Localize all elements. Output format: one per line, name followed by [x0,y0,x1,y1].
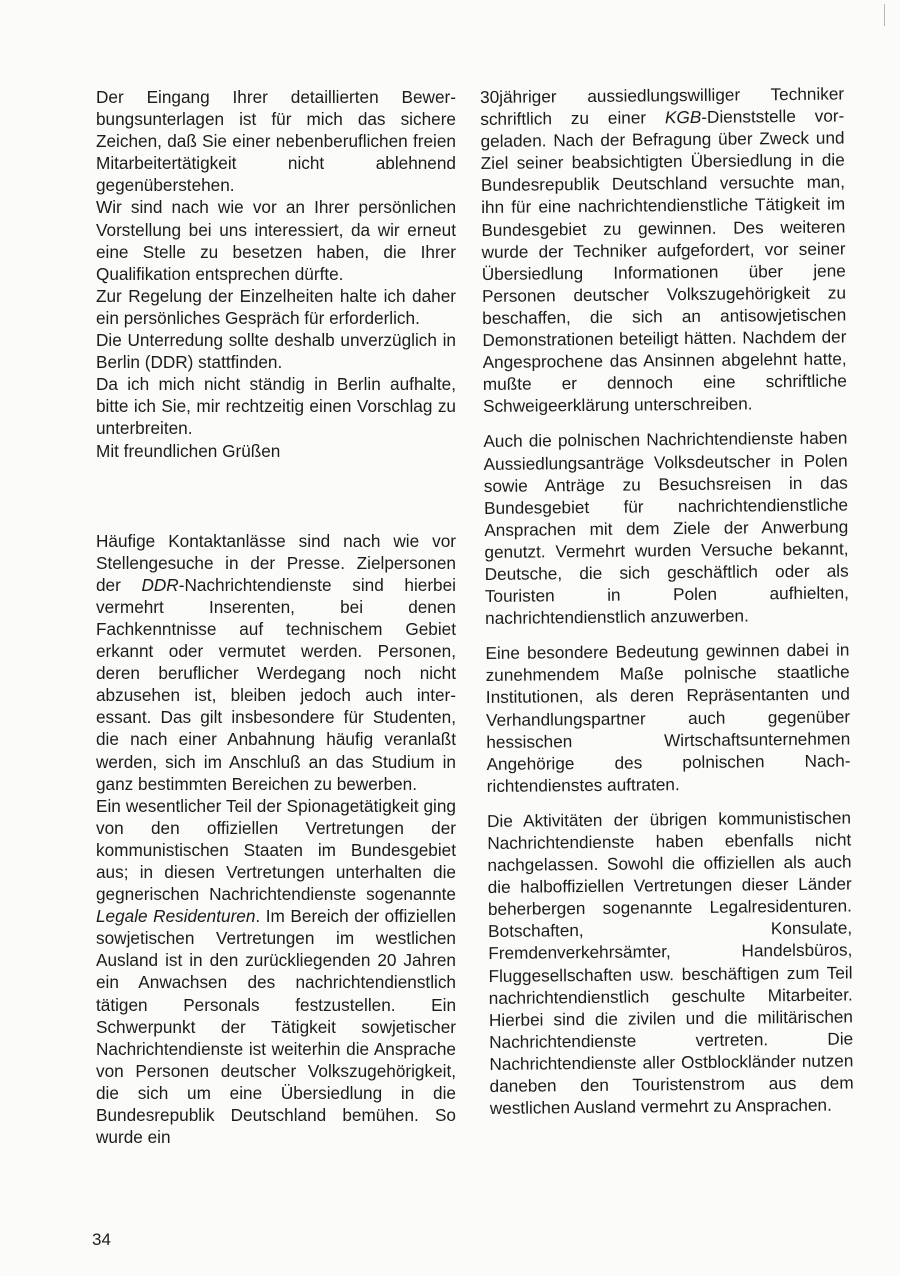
letter-closing: Mit freundlichen Grüßen [96,440,281,461]
page-number: 34 [92,1230,111,1249]
paragraph-other-services: Die Aktivitäten der übrigen kommunistischen Nachrichtendienste haben ebenfalls nicht nachgelassen. Sowohl die offiziellen als auch die halboffiziellen Vertretungen dieser Länder beherbergen sogenannte Legalresidenturen. Botschaften, Konsulate, Fremdenverkehrsämter, Handelsbüros, Fluggesellschaften usw. beschäftigen zum Teil nachrichtendienstlich geschulte Mitarbeiter. Hierbei sind die zivilen und die militärischen Nachrichtendienste vertreten. Die Nachrichtendienste aller Ostblockländer nutzen daneben den Touristenstrom aus dem westlichen Ausland vermehrt zu Ansprachen. [486,807,854,1119]
letter-paragraph-3: Zur Regelung der Einzelheiten halte ich daher ein persönliches Gespräch für erforderlich. [96,285,456,328]
scan-artifact-mark [884,4,885,26]
paragraph-polish-institutions: Eine besondere Bedeutung gewinnen dabei in zunehmendem Maße polnische staatliche Institutionen, als deren Repräsentanten und Verhandlungspartner auch gegenüber hessischen Wirtschaftsunternehmen Angehörige des polnischen Nachrichtendienstes auftraten. [485,639,851,796]
quoted-letter [96,86,456,462]
emphasis-kgb: KGB [664,106,702,128]
letter-paragraph-4: Die Unterredung sollte deshalb unverzüglich in Berlin (DDR) stattfinden. [96,330,456,373]
left-column [96,86,456,1148]
paragraph-polish-services: Auch die polnischen Nachrichtendienste haben Aussiedlungsanträge Volksdeutscher in Polen sowie Anträge zu Besuchsreisen in das Bundesgebiet für nachrichtendienstliche Ansprachen mit dem Ziele der Anwerbung genutzt. Vermehrt wurden Versuche bekannt, Deutsche, die sich geschäftlich oder als Touristen in Polen aufhielten, nachrichtendienstlich anzuwerben. [483,427,849,629]
paragraph-technician-case: 30jähriger aussiedlungswilliger Techniker schriftlich zu einer KGB-Dienststelle vorgeladen. Nach der Befragung über Zweck und Ziel seiner beabsichtigten Übersiedlung in die Bundesrepublik Deutschland versuchte man, ihn für eine nachrichtendienstliche Tätigkeit im Bundesgebiet zu gewinnen. Des weiteren wurde der Techniker aufgefordert, vor seiner Übersiedlung Informationen über jene Personen deutscher Volkszugehörigkeit zu beschaffen, die sich an antisowjetischen Demonstrationen beteiligt hätten. Nachdem der Angesprochene das Ansinnen abgelehnt hatte, mußte er dennoch eine schriftliche Schweigeerklärung unterschreiben. [480,83,847,417]
letter-paragraph-1: Der Eingang Ihrer detaillierten Bewerbungsunterlagen ist für mich das sichere Zeichen, daß Sie einer nebenberuflichen freien Mitarbeitertätigkeit nicht ablehnend gegenüberstehen. [96,87,456,196]
emphasis-ddr: DDR [141,574,179,595]
right-column [480,83,854,1120]
letter-paragraph-5: Da ich mich nicht ständig in Berlin aufhalte, bitte ich Sie, mir rechtzeitig einen Vorschlag zu unterbreiten. [96,374,456,439]
emphasis-legale-residenturen: Legale Residenturen [96,906,256,927]
paragraph-official-representations: Ein wesentlicher Teil der Spionagetätigkeit ging von den offiziellen Vertretungen der kommunistischen Staaten im Bundesgebiet aus; in diesen Vertretungen unterhalten die gegnerischen Nachrichtendienste sogenannte Legale Residenturen. Im Bereich der offiziellen sowjetischen Vertretungen im westlichen Ausland ist in den zurückliegenden 20 Jahren ein Anwachsen des nachrichtendienstlich tätigen Personals festzustellen. Ein Schwerpunkt der Tätigkeit sowjetischer Nachrichtendienste ist weiterhin die Ansprache von Personen deutscher Volkszugehörigkeit, die sich um eine Übersiedlung in die Bundesrepublik Deutschland bemühen. So wurde ein [96,795,457,1148]
paragraph-contact-occasions: Häufige Kontaktanlässe sind nach wie vor Stellengesuche in der Presse. Zielpersonen der DDR-Nachrichtendienste sind hierbei vermehrt Inserenten, bei denen Fachkenntnisse auf technischem Gebiet erkannt oder vermutet werden. Personen, deren beruflicher Werdegang noch nicht abzusehen ist, bleiben jedoch auch interessant. Das gilt insbesondere für Studenten, die nach einer Anbahnung häufig veranlaßt werden, sich im Anschluß an das Studium in ganz bestimmten Bereichen zu bewerben. [96,530,456,794]
letter-paragraph-2: Wir sind nach wie vor an Ihrer persönlichen Vorstellung bei uns interessiert, da wir erneut eine Stelle zu besetzen haben, die Ihrer Qualifikation entsprechen dürfte. [96,197,456,284]
